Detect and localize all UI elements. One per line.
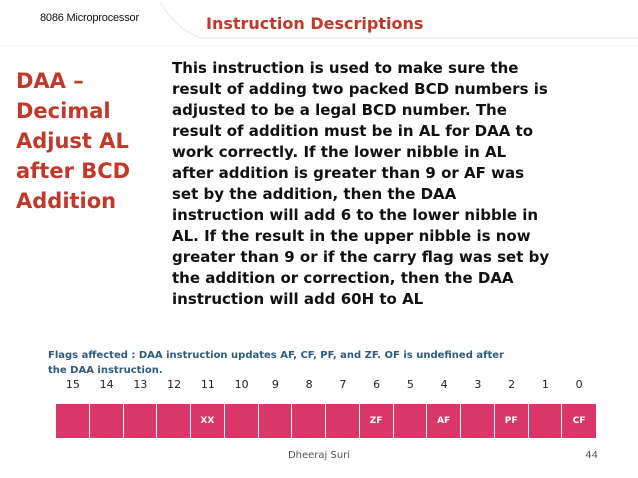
bit-number: 2 [508, 378, 516, 391]
description-line: This instruction is used to make sure the [172, 59, 519, 77]
register-cell-zf: ZF [360, 404, 394, 438]
register-cell-af: AF [427, 404, 461, 438]
side-title-line: after BCD [16, 159, 131, 183]
register-cell [326, 404, 360, 438]
description-line: AL. If the result in the upper nibble is now [172, 227, 531, 245]
footer-author: Dheeraj Suri [287, 450, 351, 461]
register-cell [56, 404, 90, 438]
bit-number: 4 [440, 378, 448, 391]
description-text [172, 58, 622, 310]
bit-number: 15 [65, 378, 80, 391]
register-cell [292, 404, 326, 438]
bit-number: 11 [200, 378, 215, 391]
bit-number: 0 [575, 378, 583, 391]
brand-label: 8086 Microprocessor [40, 12, 139, 24]
register-cell [461, 404, 495, 438]
description-line: set by the addition, then the DAA [172, 185, 457, 203]
description-line: result of adding two packed BCD numbers is [172, 80, 548, 98]
bit-number: 5 [406, 378, 414, 391]
page-title: Instruction Descriptions [206, 14, 424, 33]
bit-number: 13 [133, 378, 148, 391]
register-cell-xx: XX [191, 404, 225, 438]
bit-number: 12 [167, 378, 182, 391]
bit-number: 8 [305, 378, 313, 391]
description-line: greater than 9 or if the carry flag was set by [172, 248, 550, 266]
bit-number: 9 [271, 378, 279, 391]
page-number: 44 [585, 450, 598, 461]
bit-number-row [56, 378, 596, 394]
bit-number: 3 [474, 378, 482, 391]
register-cell [225, 404, 259, 438]
flags-note-line: the DAA instruction. [48, 365, 163, 376]
register-cell [124, 404, 158, 438]
description-line: adjusted to be a legal BCD number. The [172, 101, 507, 119]
register-cell [394, 404, 428, 438]
side-title [16, 66, 166, 216]
description-line: work correctly. If the lower nibble in AL [172, 143, 507, 161]
description-line: after addition is greater than 9 or AF was [172, 164, 524, 182]
side-title-line: DAA – [16, 69, 84, 93]
register-cell [157, 404, 191, 438]
description-line: the addition or correction, then the DAA [172, 269, 514, 287]
bit-number: 14 [99, 378, 114, 391]
flag-register [56, 404, 596, 438]
register-cell-cf: CF [572, 416, 586, 426]
bit-number: 7 [339, 378, 347, 391]
register-cell [529, 404, 563, 438]
register-cell [90, 404, 124, 438]
bit-number: 10 [234, 378, 249, 391]
register-cell [259, 404, 293, 438]
flags-note-line: Flags affected : DAA instruction updates AF, CF, PF, and ZF. OF is undefined after [48, 350, 504, 361]
bit-number: 6 [373, 378, 381, 391]
side-title-line: Decimal [16, 99, 111, 123]
register-cell-pf: PF [495, 404, 529, 438]
flags-affected-note [48, 348, 608, 378]
description-line: instruction will add 60H to AL [172, 290, 424, 308]
description-line: result of addition must be in AL for DAA to [172, 122, 534, 140]
side-title-line: Adjust AL [16, 129, 129, 153]
description-line: instruction will add 6 to the lower nibble in [172, 206, 539, 224]
side-title-line: Addition [16, 189, 117, 213]
bit-number: 1 [541, 378, 549, 391]
